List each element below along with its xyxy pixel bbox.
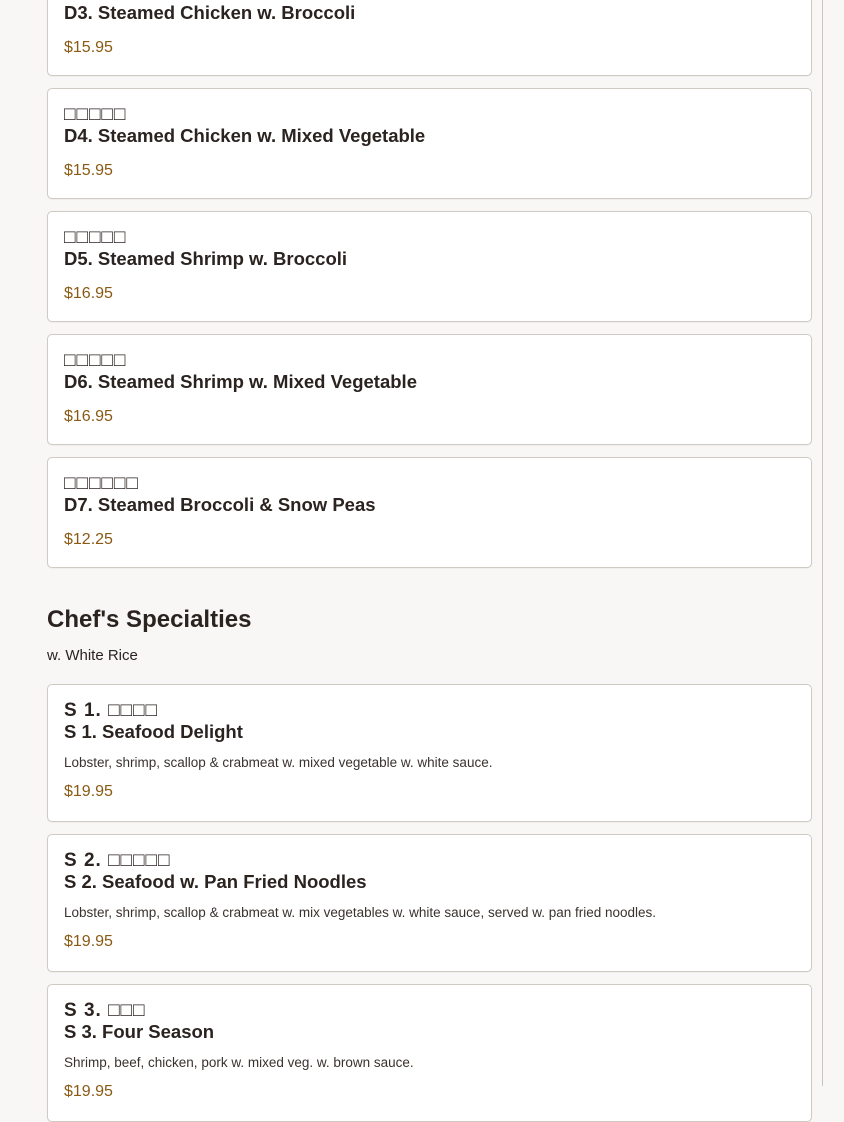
menu-item-name: D7. Steamed Broccoli & Snow Peas — [64, 494, 376, 515]
menu-item-chinese-name: S 3. □□□ — [64, 1000, 146, 1021]
menu-item-name: S 1. Seafood Delight — [64, 721, 243, 742]
menu-item-price: $19.95 — [64, 933, 113, 950]
menu-item-name: D6. Steamed Shrimp w. Mixed Vegetable — [64, 371, 417, 392]
menu-item-card[interactable] — [47, 0, 812, 76]
menu-item-chinese-name: □□□□□ — [64, 104, 127, 125]
menu-item-price: $19.95 — [64, 783, 113, 800]
menu-item-name: D4. Steamed Chicken w. Mixed Vegetable — [64, 125, 426, 146]
menu-item-name: S 2. Seafood w. Pan Fried Noodles — [64, 871, 367, 892]
menu-item-description: Lobster, shrimp, scallop & crabmeat w. mixed vegetable w. white sauce. — [64, 755, 493, 770]
menu-item-price: $16.95 — [64, 285, 113, 302]
menu-item-chinese-name: □□□□□ — [64, 227, 127, 248]
menu-item-name: S 3. Four Season — [64, 1021, 215, 1042]
menu-item-chinese-name: □□□□□ — [64, 350, 127, 371]
menu-item-price: $19.95 — [64, 1083, 113, 1100]
menu-item-description: Lobster, shrimp, scallop & crabmeat w. mix vegetables w. white sauce, served w. pan fried noodles. — [64, 905, 657, 920]
section-title: Chef's Specialties — [47, 606, 252, 633]
menu-item-chinese-name: S 2. □□□□□ — [64, 850, 171, 871]
menu-item-card[interactable] — [47, 457, 812, 568]
menu-item-name: D5. Steamed Shrimp w. Broccoli — [64, 248, 348, 269]
menu-item-card[interactable] — [47, 88, 812, 199]
section-subtitle: w. White Rice — [47, 647, 138, 664]
menu-item-card[interactable] — [47, 984, 812, 1122]
menu-item-price: $15.95 — [64, 162, 113, 179]
menu-item-description: Shrimp, beef, chicken, pork w. mixed veg. w. brown sauce. — [64, 1055, 414, 1070]
menu-item-price: $12.25 — [64, 531, 113, 548]
scrollbar[interactable] — [822, 0, 823, 1086]
menu-item-card[interactable] — [47, 211, 812, 322]
menu-item-card[interactable] — [47, 834, 812, 972]
menu-item-chinese-name: S 1. □□□□ — [64, 700, 158, 721]
menu-item-price: $15.95 — [64, 39, 113, 56]
menu-item-card[interactable] — [47, 334, 812, 445]
menu-item-card[interactable] — [47, 684, 812, 822]
menu-item-price: $16.95 — [64, 408, 113, 425]
menu-item-name: D3. Steamed Chicken w. Broccoli — [64, 2, 356, 23]
menu-item-chinese-name: □□□□□□ — [64, 473, 139, 494]
